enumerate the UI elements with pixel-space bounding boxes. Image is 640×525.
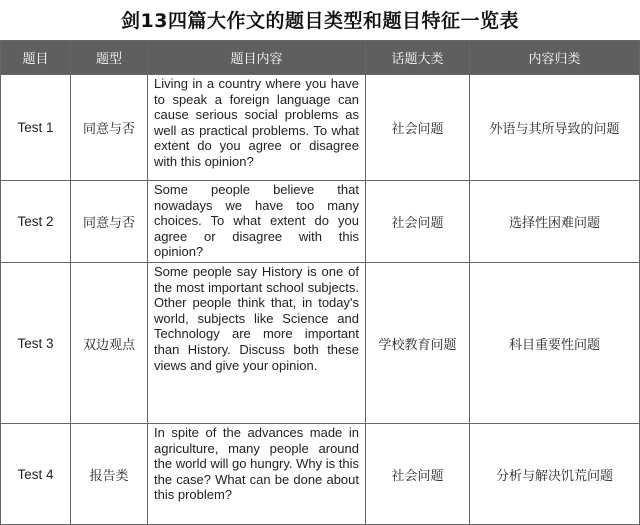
table-header-row	[1, 41, 640, 75]
type-cell: 双边观点	[71, 263, 148, 424]
category-cell: 社会问题	[366, 424, 470, 525]
type-cell: 报告类	[71, 424, 148, 525]
category-cell: 社会问题	[366, 75, 470, 181]
content-cell: In spite of the advances made in agriculture, many people around the world will go hungry. Why is this the case? What can be done about this problem?	[148, 424, 366, 525]
classification-cell: 分析与解决饥荒问题	[470, 424, 640, 525]
table-row	[1, 75, 640, 181]
content-cell: Some people say History is one of the most important school subjects. Other people think that, in today's world, subjects like Science and Technology are more important than History. Discuss both these views and give your opinion.	[148, 263, 366, 424]
type-cell: 同意与否	[71, 181, 148, 263]
header-category: 话题大类	[366, 41, 470, 75]
header-test: 题目	[1, 41, 71, 75]
type-cell: 同意与否	[71, 75, 148, 181]
classification-cell: 科目重要性问题	[470, 263, 640, 424]
essay-summary-table	[0, 40, 640, 525]
header-classification: 内容归类	[470, 41, 640, 75]
test-cell: Test 3	[1, 263, 71, 424]
page-title: 剑13四篇大作文的题目类型和题目特征一览表	[121, 10, 519, 32]
classification-cell: 外语与其所导致的问题	[470, 75, 640, 181]
content-cell: Living in a country where you have to speak a foreign language can cause serious social problems as well as practical problems. To what extent do you agree or disagree with this opinion?	[148, 75, 366, 181]
header-type: 题型	[71, 41, 148, 75]
table-row	[1, 263, 640, 424]
test-cell: Test 1	[1, 75, 71, 181]
table-row	[1, 424, 640, 525]
table-row	[1, 181, 640, 263]
category-cell: 社会问题	[366, 181, 470, 263]
category-cell: 学校教育问题	[366, 263, 470, 424]
classification-cell: 选择性困难问题	[470, 181, 640, 263]
header-content: 题目内容	[148, 41, 366, 75]
test-cell: Test 2	[1, 181, 71, 263]
content-cell: Some people believe that nowadays we have too many choices. To what extent do you agree or disagree with this opinion?	[148, 181, 366, 263]
test-cell: Test 4	[1, 424, 71, 525]
